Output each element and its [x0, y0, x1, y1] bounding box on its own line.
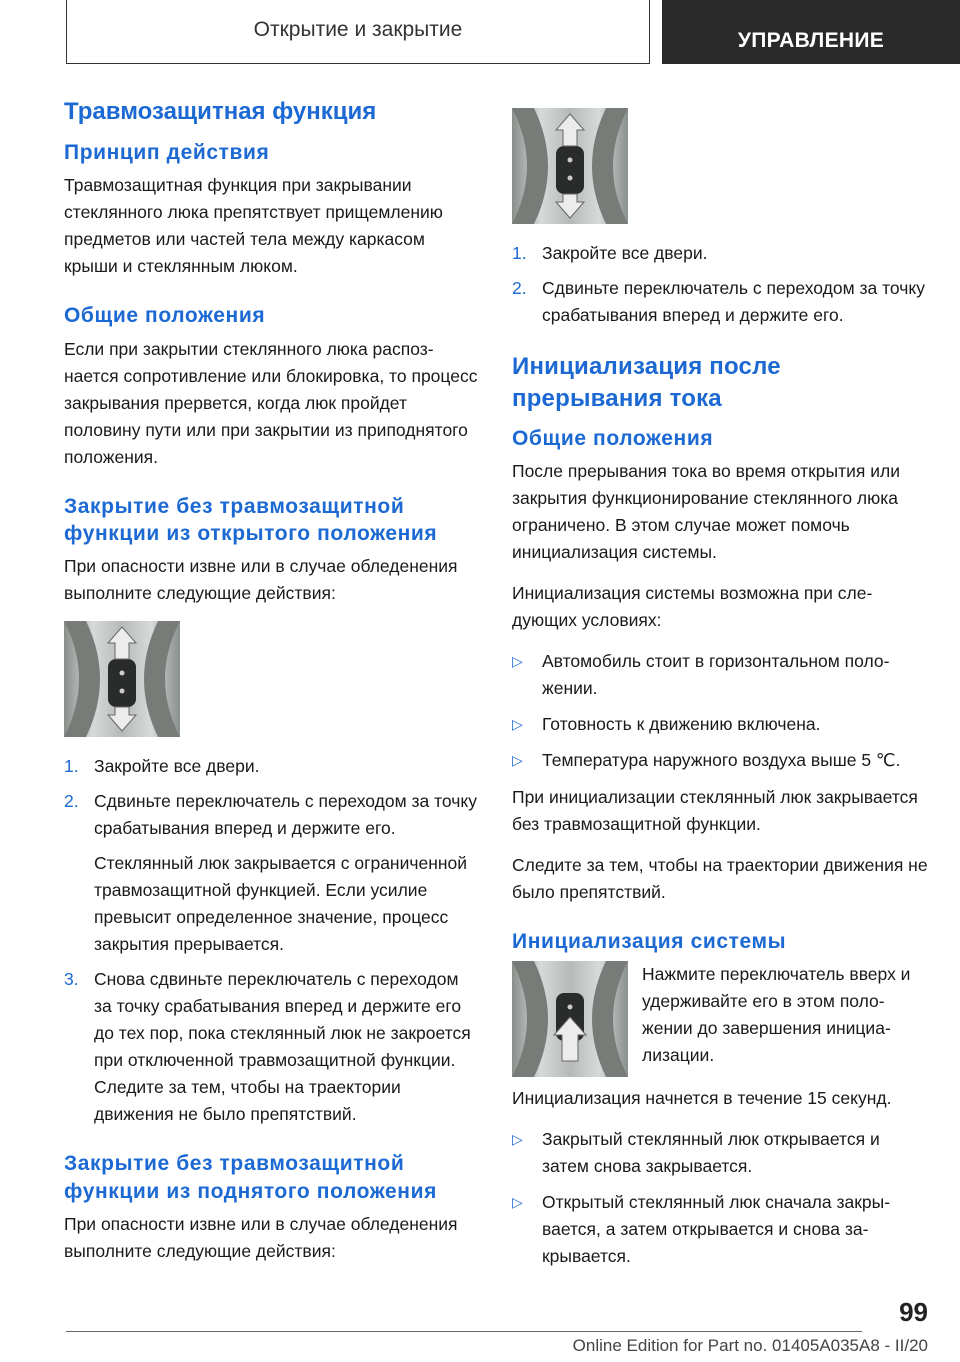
heading-principle: Принцип действия	[64, 141, 270, 165]
step-triangle-icon: ▷	[512, 1131, 523, 1148]
left-column	[64, 96, 478, 1279]
init-conditions-list	[512, 648, 928, 774]
header-section-title: Открытие и закрытие	[253, 18, 463, 41]
section-title-init-after-power: Инициализация после прерывания тока	[512, 353, 781, 412]
roof-switch-raised-illustration	[512, 108, 628, 224]
right-column	[512, 108, 928, 1280]
heading-system-init: Инициализация системы	[512, 930, 787, 954]
list-item: ▷ Готовность к движению включена.	[512, 711, 928, 738]
header-chapter-tab: УПРАВЛЕНИЕ	[662, 0, 960, 64]
close-from-open-steps	[64, 753, 478, 1128]
system-init-results	[512, 1126, 928, 1270]
system-init-instruction: Нажмите переключатель вверх и удерживайте его в этом положении до завершения инициализации.	[642, 964, 911, 1066]
step-triangle-icon: ▷	[512, 752, 523, 769]
roof-switch-up-illustration	[512, 961, 628, 1077]
principle-text: Травмозащитная функция при закрывании стеклянного люка препятствует прищемлению предметов или частей тела между каркасом крыши и стеклянным люком.	[64, 175, 443, 277]
close-from-raised-intro: При опасности извне или в случае обледенения выполните следующие действия:	[64, 1213, 458, 1261]
list-item: ▷ Открытый стеклянный люк сначала закрывается, а затем открывается и снова закрывается.	[512, 1189, 928, 1270]
list-item: ▷ Температура наружного воздуха выше 5 ℃.	[512, 747, 928, 774]
list-item: 1. Закройте все двери.	[64, 756, 260, 777]
footer-edition: Online Edition for Part no. 01405A035A8 - II/20	[572, 1336, 928, 1355]
init-general-text4: Следите за тем, чтобы на траектории движения не было препятствий.	[512, 855, 928, 903]
footer-divider	[66, 1331, 862, 1332]
list-item: 2. Сдвиньте переключатель с переходом за точку срабатывания вперед и держите его.	[512, 278, 926, 325]
list-item: 1. Закройте все двери.	[512, 243, 708, 263]
init-general-text2: Инициализация системы возможна при следующих условиях:	[512, 583, 873, 631]
list-item: ▷ Автомобиль стоит в горизонтальном положении.	[512, 648, 928, 702]
close-from-open-intro: При опасности извне или в случае обледенения выполните следующие действия:	[64, 556, 458, 604]
header-section-box	[66, 0, 650, 64]
step-note: Стеклянный люк закрывается с ограниченной травмозащитной функцией. Если усилие превысит определенное значение, процесс закрытия прерывается.	[94, 853, 468, 955]
section-title-anti-trap: Травмозащитная функция	[64, 98, 377, 125]
step-triangle-icon: ▷	[512, 716, 523, 733]
system-init-text: Инициализация начнется в течение 15 секунд.	[512, 1088, 892, 1109]
list-item: 3. Снова сдвиньте переключатель с переходом за точку срабатывания вперед и держите его до тех пор, пока стеклянный люк не закроется при отключенной травмозащитной функции. Следите за тем, чтобы на траектории движения не было препятствий.	[64, 969, 471, 1125]
step-triangle-icon: ▷	[512, 1194, 523, 1211]
general-text: Если при закрытии стеклянного люка распознается сопротивление или блокировка, то процесс закрывания прервется, когда люк пройдет половину пути или при закрытии из приподнятого положения.	[64, 338, 478, 467]
heading-close-from-open: Закрытие без травмозащитной функции из открытого положения	[64, 494, 438, 546]
roof-switch-forward-illustration	[64, 621, 180, 737]
step-triangle-icon: ▷	[512, 653, 523, 670]
list-item: ▷ Закрытый стеклянный люк открывается и затем снова закрывается.	[512, 1126, 928, 1180]
system-init-block	[512, 961, 928, 1085]
init-general-text1: После прерывания тока во время открытия или закрытия функционирование стеклянного люка ограничено. В этом случае может помочь инициализация системы.	[512, 461, 900, 563]
list-item: 2. Сдвиньте переключатель с переходом за точку срабатывания вперед и держите его. Стеклянный люк закрывается с ограниченной травмозащитной функцией. Если усилие превысит определенное значение, процесс закрытия прерывается.	[64, 788, 478, 958]
heading-close-from-raised: Закрытие без травмозащитной функции из поднятого положения	[64, 1152, 437, 1203]
heading-general-init: Общие положения	[512, 426, 714, 450]
page-number: 99	[899, 1297, 928, 1327]
close-from-raised-steps	[512, 240, 928, 329]
init-general-text3: При инициализации стеклянный люк закрывается без травмозащитной функции.	[512, 787, 918, 835]
heading-general: Общие положения	[64, 304, 266, 328]
